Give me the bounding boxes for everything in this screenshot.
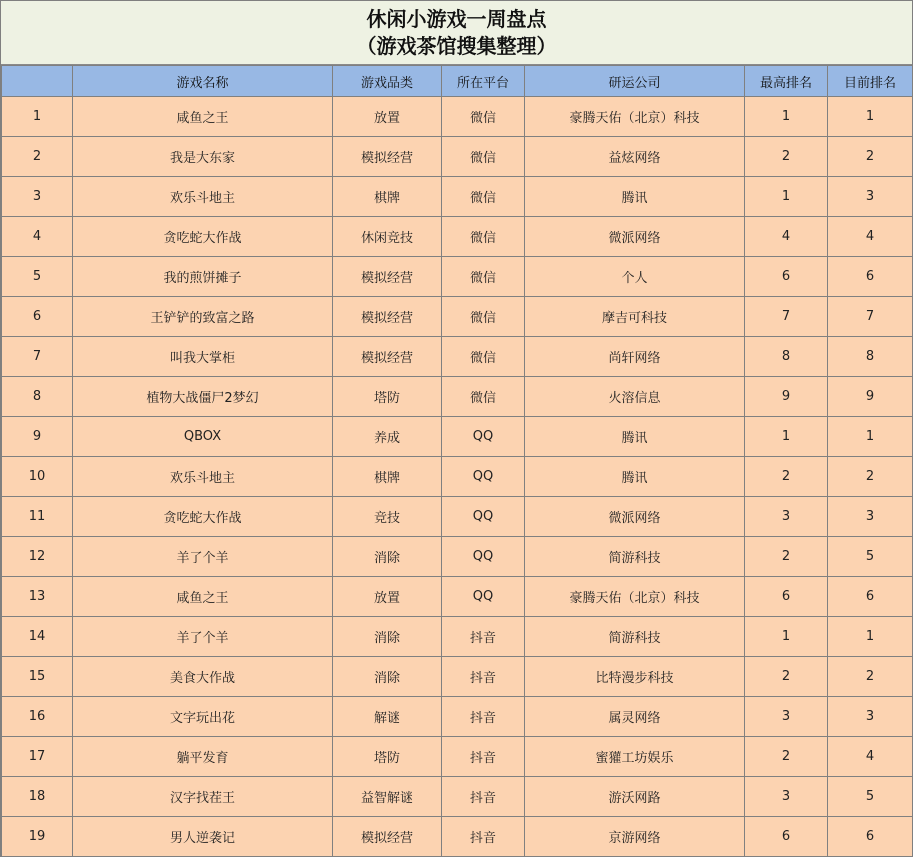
table-row [2,697,913,737]
cell-highest-rank[interactable]: 8 [745,337,828,377]
cell-platform[interactable]: 微信 [442,257,525,297]
cell-game-name[interactable]: 咸鱼之王 [73,577,333,617]
cell-game-name[interactable]: 羊了个羊 [73,537,333,577]
cell-current-rank[interactable]: 2 [828,657,913,697]
cell-platform[interactable]: 微信 [442,97,525,137]
cell-index[interactable]: 14 [2,617,73,657]
header-platform[interactable]: 所在平台 [442,66,525,97]
cell-current-rank[interactable]: 7 [828,297,913,337]
cell-highest-rank[interactable]: 2 [745,737,828,777]
table-row [2,137,913,177]
header-company[interactable]: 研运公司 [525,66,745,97]
cell-category[interactable]: 休闲竞技 [333,217,442,257]
cell-company[interactable]: 益炫网络 [525,137,745,177]
table-row [2,497,913,537]
cell-platform[interactable]: 抖音 [442,737,525,777]
cell-platform[interactable]: 微信 [442,337,525,377]
cell-highest-rank[interactable]: 1 [745,177,828,217]
cell-highest-rank[interactable]: 2 [745,457,828,497]
cell-index[interactable]: 3 [2,177,73,217]
cell-current-rank[interactable]: 5 [828,537,913,577]
cell-game-name[interactable]: 羊了个羊 [73,617,333,657]
table-body [2,97,913,857]
cell-index[interactable]: 15 [2,657,73,697]
cell-platform[interactable]: 微信 [442,137,525,177]
cell-current-rank[interactable]: 1 [828,617,913,657]
cell-index[interactable]: 13 [2,577,73,617]
table-row [2,537,913,577]
header-index[interactable] [2,66,73,97]
cell-platform[interactable]: 抖音 [442,817,525,857]
title-cell[interactable] [1,1,912,65]
cell-highest-rank[interactable]: 9 [745,377,828,417]
cell-game-name[interactable]: 植物大战僵尸2梦幻 [73,377,333,417]
table-row [2,657,913,697]
cell-game-name[interactable]: 王铲铲的致富之路 [73,297,333,337]
table-row [2,457,913,497]
table-row [2,257,913,297]
cell-game-name[interactable]: 汉字找茬王 [73,777,333,817]
cell-company[interactable]: 腾讯 [525,457,745,497]
cell-company[interactable]: 腾讯 [525,177,745,217]
cell-highest-rank[interactable]: 1 [745,97,828,137]
cell-index[interactable]: 5 [2,257,73,297]
cell-game-name[interactable]: 我的煎饼摊子 [73,257,333,297]
cell-category[interactable]: 解谜 [333,697,442,737]
table-row [2,177,913,217]
cell-platform[interactable]: 抖音 [442,777,525,817]
cell-highest-rank[interactable]: 3 [745,777,828,817]
cell-index[interactable]: 19 [2,817,73,857]
cell-platform[interactable]: QQ [442,417,525,457]
cell-current-rank[interactable]: 9 [828,377,913,417]
cell-company[interactable]: 尚轩网络 [525,337,745,377]
cell-current-rank[interactable]: 2 [828,137,913,177]
cell-game-name[interactable]: 欢乐斗地主 [73,177,333,217]
cell-current-rank[interactable]: 6 [828,817,913,857]
cell-platform[interactable]: 微信 [442,177,525,217]
cell-index[interactable]: 12 [2,537,73,577]
cell-index[interactable]: 16 [2,697,73,737]
ranking-table [1,65,913,857]
cell-company[interactable]: 火溶信息 [525,377,745,417]
cell-highest-rank[interactable]: 2 [745,657,828,697]
cell-company[interactable]: 游沃网路 [525,777,745,817]
cell-company[interactable]: 蜜獾工坊娱乐 [525,737,745,777]
cell-company[interactable]: 微派网络 [525,217,745,257]
cell-company[interactable]: 简游科技 [525,537,745,577]
table-row [2,737,913,777]
cell-index[interactable]: 11 [2,497,73,537]
cell-category[interactable]: 模拟经营 [333,297,442,337]
cell-platform[interactable]: 微信 [442,217,525,257]
cell-game-name[interactable]: 贪吃蛇大作战 [73,217,333,257]
cell-current-rank[interactable]: 5 [828,777,913,817]
cell-highest-rank[interactable]: 6 [745,577,828,617]
cell-current-rank[interactable]: 4 [828,737,913,777]
cell-company[interactable]: 属灵网络 [525,697,745,737]
cell-category[interactable]: 模拟经营 [333,817,442,857]
cell-category[interactable]: 塔防 [333,737,442,777]
cell-category[interactable]: 消除 [333,617,442,657]
cell-category[interactable]: 放置 [333,577,442,617]
cell-category[interactable]: 棋牌 [333,457,442,497]
cell-category[interactable]: 棋牌 [333,177,442,217]
cell-game-name[interactable]: 文字玩出花 [73,697,333,737]
cell-platform[interactable]: 抖音 [442,617,525,657]
cell-current-rank[interactable]: 3 [828,697,913,737]
cell-index[interactable]: 4 [2,217,73,257]
cell-company[interactable]: 比特漫步科技 [525,657,745,697]
cell-category[interactable]: 塔防 [333,377,442,417]
cell-current-rank[interactable]: 6 [828,257,913,297]
cell-company[interactable]: 个人 [525,257,745,297]
cell-current-rank[interactable]: 1 [828,97,913,137]
cell-game-name[interactable]: 我是大东家 [73,137,333,177]
cell-platform[interactable]: QQ [442,457,525,497]
cell-company[interactable]: 简游科技 [525,617,745,657]
cell-current-rank[interactable]: 6 [828,577,913,617]
cell-index[interactable]: 10 [2,457,73,497]
table-row [2,97,913,137]
cell-current-rank[interactable]: 8 [828,337,913,377]
cell-highest-rank[interactable]: 7 [745,297,828,337]
title-line-2: （游戏茶馆搜集整理） [356,33,557,58]
cell-category[interactable]: 模拟经营 [333,137,442,177]
cell-platform[interactable]: QQ [442,497,525,537]
cell-company[interactable]: 摩吉可科技 [525,297,745,337]
cell-index[interactable]: 18 [2,777,73,817]
cell-company[interactable]: 京游网络 [525,817,745,857]
cell-current-rank[interactable]: 4 [828,217,913,257]
cell-game-name[interactable]: 躺平发育 [73,737,333,777]
table-row [2,417,913,457]
cell-index[interactable]: 6 [2,297,73,337]
cell-highest-rank[interactable]: 3 [745,697,828,737]
cell-current-rank[interactable]: 3 [828,177,913,217]
cell-platform[interactable]: 抖音 [442,657,525,697]
cell-index[interactable]: 17 [2,737,73,777]
header-row [2,66,913,97]
table-row [2,817,913,857]
cell-game-name[interactable]: QBOX [73,417,333,457]
cell-category[interactable]: 竞技 [333,497,442,537]
cell-highest-rank[interactable]: 6 [745,257,828,297]
cell-category[interactable]: 养成 [333,417,442,457]
cell-category[interactable]: 模拟经营 [333,257,442,297]
cell-current-rank[interactable]: 2 [828,457,913,497]
title-line-1: 休闲小游戏一周盘点 [366,6,547,31]
cell-platform[interactable]: 微信 [442,297,525,337]
header-current-rank[interactable]: 目前排名 [828,66,913,97]
cell-current-rank[interactable]: 1 [828,417,913,457]
cell-index[interactable]: 8 [2,377,73,417]
cell-current-rank[interactable]: 3 [828,497,913,537]
cell-index[interactable]: 7 [2,337,73,377]
cell-category[interactable]: 模拟经营 [333,337,442,377]
cell-game-name[interactable]: 美食大作战 [73,657,333,697]
cell-category[interactable]: 消除 [333,657,442,697]
header-category[interactable]: 游戏品类 [333,66,442,97]
cell-highest-rank[interactable]: 6 [745,817,828,857]
table-row [2,217,913,257]
cell-highest-rank[interactable]: 1 [745,417,828,457]
cell-company[interactable]: 微派网络 [525,497,745,537]
table-row [2,377,913,417]
cell-platform[interactable]: 抖音 [442,697,525,737]
cell-category[interactable]: 益智解谜 [333,777,442,817]
header-highest-rank[interactable]: 最高排名 [745,66,828,97]
cell-highest-rank[interactable]: 4 [745,217,828,257]
cell-game-name[interactable]: 咸鱼之王 [73,97,333,137]
cell-highest-rank[interactable]: 2 [745,537,828,577]
cell-index[interactable]: 1 [2,97,73,137]
cell-highest-rank[interactable]: 1 [745,617,828,657]
table-row [2,617,913,657]
cell-game-name[interactable]: 欢乐斗地主 [73,457,333,497]
header-game-name[interactable]: 游戏名称 [73,66,333,97]
cell-category[interactable]: 消除 [333,537,442,577]
cell-game-name[interactable]: 叫我大掌柜 [73,337,333,377]
cell-game-name[interactable]: 贪吃蛇大作战 [73,497,333,537]
table-row [2,337,913,377]
cell-platform[interactable]: QQ [442,577,525,617]
cell-category[interactable]: 放置 [333,97,442,137]
table-row [2,777,913,817]
cell-company[interactable]: 豪腾天佑（北京）科技 [525,577,745,617]
cell-highest-rank[interactable]: 2 [745,137,828,177]
cell-company[interactable]: 豪腾天佑（北京）科技 [525,97,745,137]
table-row [2,297,913,337]
cell-highest-rank[interactable]: 3 [745,497,828,537]
cell-platform[interactable]: 微信 [442,377,525,417]
cell-index[interactable]: 2 [2,137,73,177]
cell-index[interactable]: 9 [2,417,73,457]
table-row [2,577,913,617]
cell-platform[interactable]: QQ [442,537,525,577]
cell-game-name[interactable]: 男人逆袭记 [73,817,333,857]
cell-company[interactable]: 腾讯 [525,417,745,457]
